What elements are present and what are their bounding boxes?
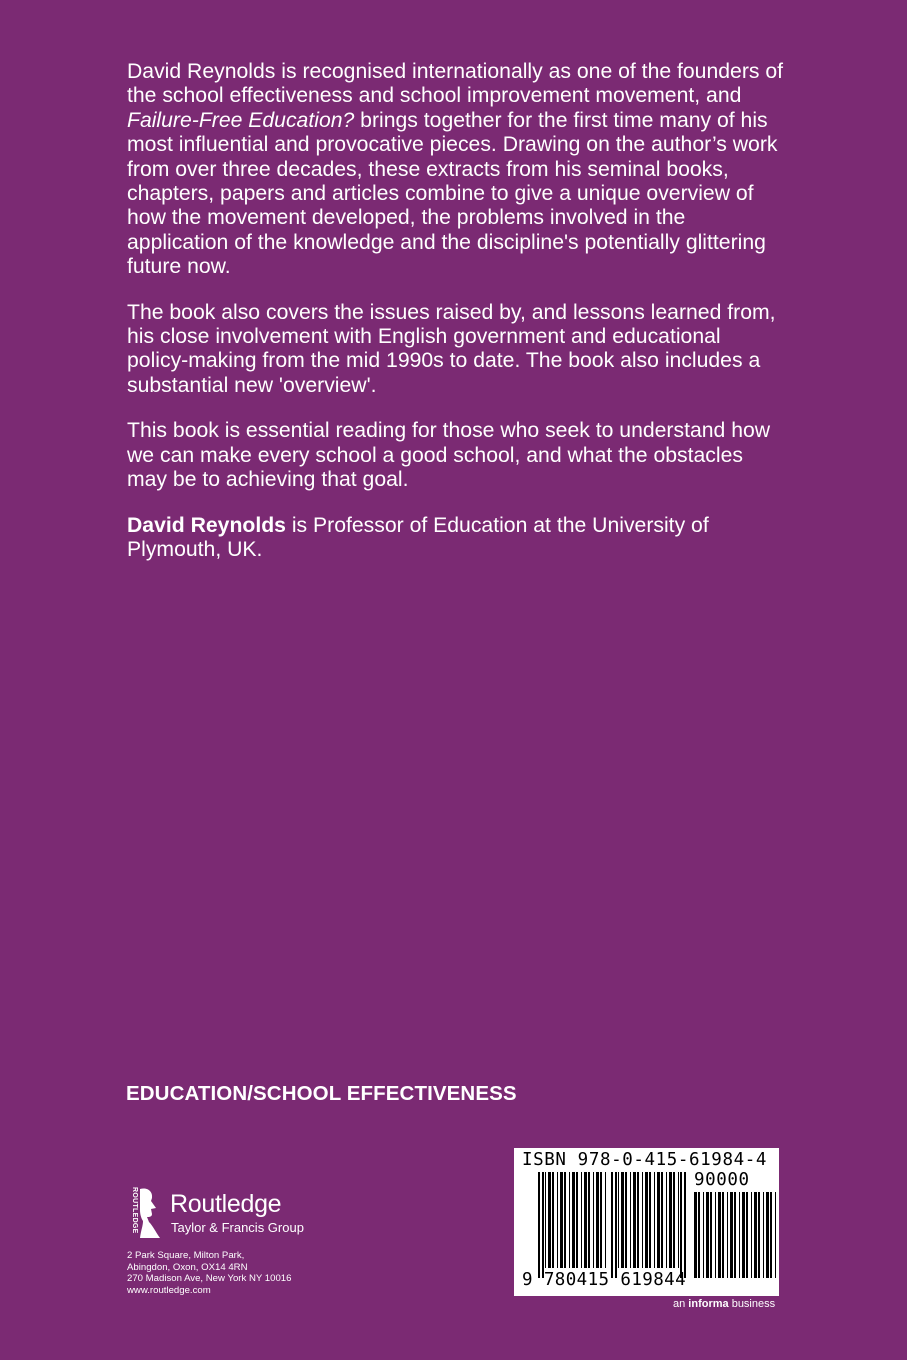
barcode-bar [661, 1172, 663, 1268]
barcode-bar [657, 1172, 660, 1268]
barcode-bar [730, 1192, 733, 1278]
barcode-bar [734, 1192, 736, 1278]
barcode-bar [588, 1172, 590, 1268]
barcode-bar [560, 1172, 563, 1268]
isbn-barcode [514, 1148, 779, 1296]
barcode-bar [645, 1172, 648, 1268]
logo-vertical-text: ROUTLEDGE [131, 1187, 138, 1234]
barcode-guard-bar [680, 1172, 682, 1278]
barcode-bar [600, 1172, 602, 1268]
barcode-bar [666, 1172, 667, 1268]
back-cover-blurb [127, 60, 787, 583]
barcode-bar [621, 1172, 624, 1268]
barcode-bar [548, 1172, 551, 1268]
barcode-bar [742, 1192, 745, 1278]
barcode-bar [766, 1192, 769, 1278]
barcode-bar [572, 1172, 575, 1268]
barcode-bar [669, 1172, 672, 1268]
barcode-bar [545, 1172, 546, 1268]
barcode-bar [710, 1192, 712, 1278]
barcode-supplement-digits: 90000 [694, 1170, 750, 1190]
barcode-bar [576, 1172, 578, 1268]
barcode-bar [706, 1192, 709, 1278]
publisher-group: Taylor & Francis Group [171, 1220, 304, 1235]
author-name: David Reynolds [127, 513, 286, 537]
address-line: Abingdon, Oxon, OX14 4RN [127, 1261, 248, 1273]
barcode-bar [642, 1172, 643, 1268]
barcode-bar [569, 1172, 570, 1268]
author-bio [127, 514, 787, 563]
barcode-bar [727, 1192, 728, 1278]
informa-tagline [673, 1298, 775, 1310]
barcode-guard-bar [611, 1172, 613, 1278]
barcode-bar [557, 1172, 558, 1268]
informa-prefix: an [673, 1298, 689, 1310]
blurb-text: David Reynolds is recognised internationally as one of the founders of the school effectiveness and school improvement movement, and [127, 60, 784, 108]
barcode-bar [633, 1172, 636, 1268]
informa-suffix: business [728, 1298, 776, 1310]
barcode-bar [649, 1172, 651, 1268]
barcode-bar [751, 1192, 752, 1278]
barcode-bar [552, 1172, 554, 1268]
barcode-bar [678, 1172, 679, 1268]
author-bio-text: is Professor of Education at the University of Plymouth, UK. [127, 513, 709, 561]
barcode-bar [739, 1192, 740, 1278]
isbn-label: ISBN 978-0-415-61984-4 [522, 1150, 767, 1170]
barcode-bar [637, 1172, 639, 1268]
book-title-italic: Failure-Free Education? [127, 108, 355, 132]
barcode-guard-bar [542, 1172, 544, 1278]
address-line: 270 Madison Ave, New York NY 10016 [127, 1273, 292, 1285]
barcode-bar [763, 1192, 764, 1278]
barcode-bar [698, 1192, 700, 1278]
blurb-paragraph-1 [127, 60, 787, 280]
barcode-bar [564, 1172, 566, 1268]
barcode-bar [715, 1192, 716, 1278]
publisher-address [127, 1250, 291, 1296]
routledge-profile-icon [125, 1186, 161, 1240]
barcode-bar [694, 1192, 697, 1278]
barcode-bar [605, 1172, 606, 1268]
publisher-name: Routledge [170, 1190, 282, 1218]
barcode-bar [654, 1172, 655, 1268]
barcode-bar [581, 1172, 582, 1268]
barcode-bar [630, 1172, 631, 1268]
barcode-guard-bar [538, 1172, 540, 1278]
blurb-paragraph-2: The book also covers the issues raised by, and lessons learned from, his close involvement with English government and educational policy-making from the mid 1990s to date. The book also includes a substantial new 'overview'. [127, 300, 776, 397]
blurb-paragraph-3: This book is essential reading for those who seek to understand how we can make every school a good school, and what the obstacles may be to achieving that goal. [127, 419, 771, 492]
blurb-text: brings together for the first time many of his most influential and provocative pieces. Drawing on the author’s work from over three decades, these extracts from his seminal books, chapters, papers and articles combine to give a unique overview of how the movement developed, the problems involved in the application of the knowledge and the discipline's potentially glittering future now. [127, 108, 778, 279]
barcode-guard-bar [615, 1172, 617, 1278]
barcode-bar [722, 1192, 724, 1278]
barcode-bar [703, 1192, 704, 1278]
informa-brand: informa [688, 1298, 729, 1310]
barcode-bar [754, 1192, 757, 1278]
barcode-bar [584, 1172, 587, 1268]
barcode-bar [618, 1172, 619, 1268]
barcode-bar [718, 1192, 721, 1278]
barcode-bar [593, 1172, 594, 1268]
subject-category: EDUCATION/SCHOOL EFFECTIVENESS [126, 1082, 517, 1105]
barcode-digits: 9 780415 619844 [522, 1270, 687, 1290]
barcode-bar [596, 1172, 599, 1268]
barcode-bar [770, 1192, 772, 1278]
barcode-bar [625, 1172, 627, 1268]
barcode-guard-bar [684, 1172, 686, 1278]
barcode-bar [758, 1192, 760, 1278]
barcode-bar [775, 1192, 776, 1278]
barcode-bar [746, 1192, 748, 1278]
address-line: 2 Park Square, Milton Park, [127, 1250, 245, 1261]
address-line: www.routledge.com [127, 1284, 211, 1296]
barcode-bar [673, 1172, 675, 1268]
